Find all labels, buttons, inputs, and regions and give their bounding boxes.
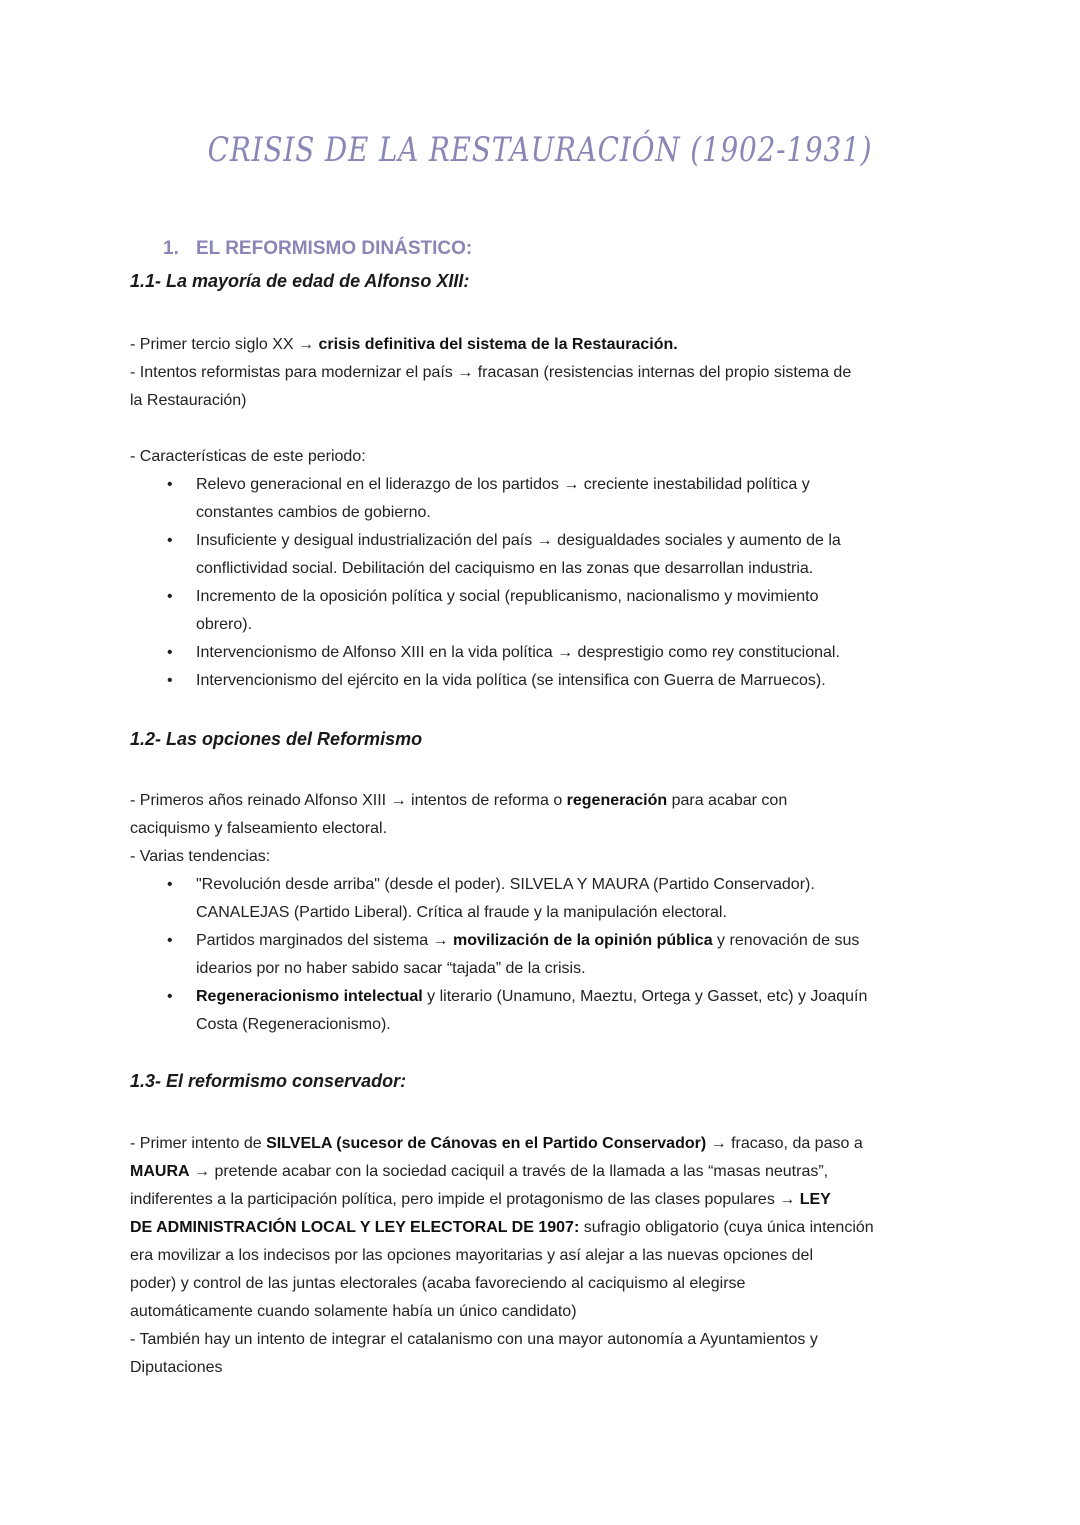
text-line: conflictividad social. Debilitación del caciquismo en las zonas que desarrollan industria. xyxy=(196,560,814,577)
list-item xyxy=(130,983,960,1039)
text-line: "Revolución desde arriba" (desde el poder). SILVELA Y MAURA (Partido Conservador). xyxy=(196,876,815,893)
text-run: - Primer tercio siglo XX → xyxy=(130,336,319,353)
text-line: caciquismo y falseamiento electoral. xyxy=(130,820,388,837)
text-line: Intervencionismo del ejército en la vida política (se intensifica con Guerra de Marruecos). xyxy=(196,672,826,689)
text-line: la Restauración) xyxy=(130,392,247,409)
text-run: para acabar con xyxy=(667,792,788,809)
bullet-icon: • xyxy=(167,476,173,493)
tendencies-list xyxy=(130,871,960,1039)
text-run: - Primeros años reinado Alfonso XIII → intentos de reforma o xyxy=(130,792,567,809)
bold-text: LEY xyxy=(799,1191,831,1208)
text-line: idearios por no haber sabido sacar “tajada” de la crisis. xyxy=(196,960,586,977)
text-run: → fracaso, da paso a xyxy=(706,1135,863,1152)
list-item xyxy=(130,639,960,667)
characteristics-list xyxy=(130,471,960,695)
paragraph-1-1-a xyxy=(130,331,960,415)
text-line: constantes cambios de gobierno. xyxy=(196,504,431,521)
text-run: indiferentes a la participación política, pero impide el protagonismo de las clases populares → xyxy=(130,1191,800,1208)
page-title: CRISIS DE LA RESTAURACIÓN (1902-1931) xyxy=(207,130,873,170)
text-line xyxy=(196,927,960,955)
list-item xyxy=(130,667,960,695)
text-line xyxy=(130,1186,960,1214)
list-item xyxy=(130,471,960,527)
text-line xyxy=(130,1158,960,1186)
text-line xyxy=(130,1214,960,1242)
bullet-icon: • xyxy=(167,672,173,689)
text-line xyxy=(130,787,960,815)
text-run: y literario (Unamuno, Maeztu, Ortega y Gasset, etc) y Joaquín xyxy=(422,988,868,1005)
list-item xyxy=(130,583,960,639)
text-line: Intervencionismo de Alfonso XIII en la vida política → desprestigio como rey constitucional. xyxy=(196,644,840,661)
paragraph-1-3 xyxy=(130,1130,960,1382)
subsection-heading-1-2: 1.2- Las opciones del Reformismo xyxy=(130,729,423,749)
bullet-icon: • xyxy=(167,588,173,605)
text-line: - También hay un intento de integrar el catalanismo con una mayor autonomía a Ayuntamientos y xyxy=(130,1331,818,1348)
text-line: era movilizar a los indecisos por las opciones mayoritarias y así alejar a las nuevas opciones del xyxy=(130,1247,813,1264)
subsection-heading-1-3: 1.3- El reformismo conservador: xyxy=(130,1071,407,1091)
bullet-icon: • xyxy=(167,876,173,893)
paragraph-1-2 xyxy=(130,787,960,871)
text-line xyxy=(130,1130,960,1158)
text-line: Incremento de la oposición política y social (republicanismo, nacionalismo y movimiento xyxy=(196,588,819,605)
bullet-icon: • xyxy=(167,988,173,1005)
text-line xyxy=(196,983,960,1011)
text-line: - Varias tendencias: xyxy=(130,848,271,865)
text-line xyxy=(130,331,960,359)
bold-text: Regeneracionismo intelectual xyxy=(196,988,423,1005)
section-title: EL REFORMISMO DINÁSTICO: xyxy=(196,238,473,259)
text-line: - Intentos reformistas para modernizar el país → fracasan (resistencias internas del propio sistema de xyxy=(130,364,852,381)
section-number: 1. xyxy=(163,238,179,259)
bullet-icon: • xyxy=(167,532,173,549)
text-run: y renovación de sus xyxy=(712,932,860,949)
text-line: obrero). xyxy=(196,616,253,633)
bullet-icon: • xyxy=(167,932,173,949)
bold-text: MAURA xyxy=(130,1163,190,1180)
bold-text: DE ADMINISTRACIÓN LOCAL Y LEY ELECTORAL DE 1907: xyxy=(130,1219,580,1236)
text-line: Costa (Regeneracionismo). xyxy=(196,1016,391,1033)
bold-text: regeneración xyxy=(566,792,668,809)
bold-text: SILVELA (sucesor de Cánovas en el Partido Conservador) xyxy=(266,1135,707,1152)
text-run: → pretende acabar con la sociedad caciquil a través de la llamada a las “masas neutras”, xyxy=(189,1163,829,1180)
text-line: automáticamente cuando solamente había un único candidato) xyxy=(130,1303,577,1320)
text-line: poder) y control de las juntas electorales (acaba favoreciendo al caciquismo al elegirse xyxy=(130,1275,746,1292)
bullet-icon: • xyxy=(167,644,173,661)
text-run: - Primer intento de xyxy=(130,1135,267,1152)
section-heading-1 xyxy=(163,238,472,260)
text-line: Relevo generacional en el liderazgo de los partidos → creciente inestabilidad política y xyxy=(196,476,810,493)
bold-text: movilización de la opinión pública xyxy=(453,932,713,949)
list-intro: - Características de este periodo: xyxy=(130,448,366,465)
list-item xyxy=(130,871,960,927)
subsection-heading-1-1: 1.1- La mayoría de edad de Alfonso XIII: xyxy=(130,271,470,291)
text-run: sufragio obligatorio (cuya única intención xyxy=(579,1219,874,1236)
text-line: Insuficiente y desigual industrialización del país → desigualdades sociales y aumento de la xyxy=(196,532,841,549)
text-run: Partidos marginados del sistema → xyxy=(196,932,453,949)
list-item xyxy=(130,527,960,583)
bold-text: crisis definitiva del sistema de la Restauración. xyxy=(318,336,678,353)
text-line: CANALEJAS (Partido Liberal). Crítica al fraude y la manipulación electoral. xyxy=(196,904,727,921)
list-item xyxy=(130,927,960,983)
text-line: Diputaciones xyxy=(130,1359,223,1376)
